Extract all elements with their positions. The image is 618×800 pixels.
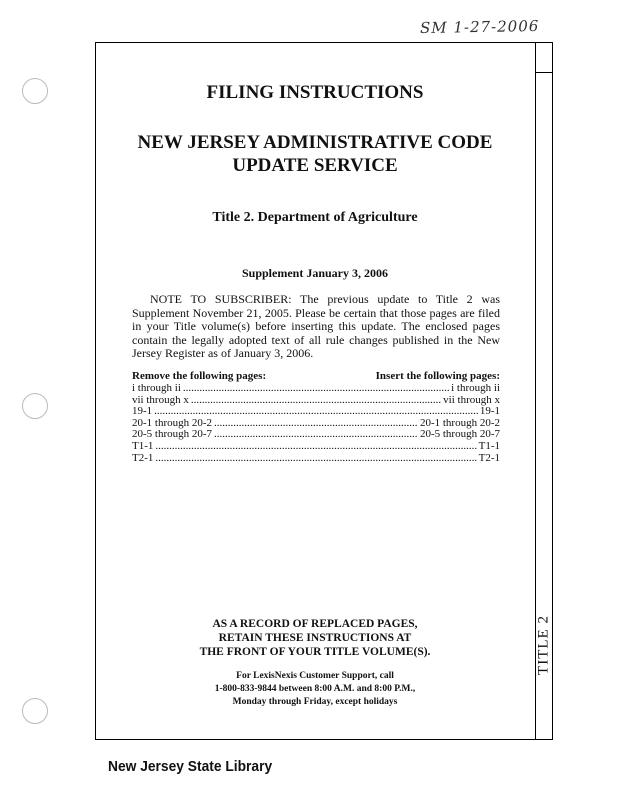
- tab-top-rule: [535, 72, 553, 73]
- punch-hole-middle: [22, 393, 48, 419]
- handwritten-annotation: SM 1-27-2006: [419, 16, 540, 38]
- code-title: [96, 131, 534, 177]
- table-row: 20-1 through 20-2 ..... 20-1 through 20-2: [132, 418, 500, 430]
- code-title-line1: NEW JERSEY ADMINISTRATIVE CODE: [137, 132, 493, 153]
- punch-hole-bottom: [22, 698, 48, 724]
- supplement-date: Supplement January 3, 2006: [241, 266, 389, 280]
- record-instructions: [96, 617, 534, 659]
- table-row: i through ii ..... i through ii: [132, 383, 500, 395]
- insert-header: Insert the following pages:: [375, 370, 500, 382]
- customer-support: [96, 670, 534, 709]
- page-replacement-table: [132, 370, 500, 464]
- title-line: Title 2. Department of Agriculture: [212, 210, 418, 225]
- support-line2: 1-800-833-9844 between 8:00 A.M. and 8:00 P.M.,: [214, 684, 416, 694]
- code-title-line2: UPDATE SERVICE: [232, 155, 398, 176]
- table-row: vii through x ..... vii through x: [132, 395, 500, 407]
- record-line2: RETAIN THESE INSTRUCTIONS AT: [218, 632, 412, 644]
- record-line1: AS A RECORD OF REPLACED PAGES,: [212, 618, 418, 630]
- table-row: 20-5 through 20-7 ..... 20-5 through 20-7: [132, 429, 500, 441]
- table-row: 19-1 ..... 19-1: [132, 406, 500, 418]
- library-stamp: New Jersey State Library: [108, 758, 273, 775]
- support-line1: For LexisNexis Customer Support, call: [236, 671, 394, 681]
- table-row: T2-1 ..... T2-1: [132, 453, 500, 465]
- table-row: T1-1 ..... T1-1: [132, 441, 500, 453]
- record-line3: THE FRONT OF YOUR TITLE VOLUME(S).: [199, 646, 431, 658]
- page-heading: FILING INSTRUCTIONS: [206, 82, 424, 103]
- table-header: [132, 370, 500, 382]
- remove-header: Remove the following pages:: [132, 370, 267, 382]
- punch-hole-top: [22, 78, 48, 104]
- subscriber-note: NOTE TO SUBSCRIBER: The previous update to Title 2 was Supplement November 21, 2005. Please be certain that those pages are filed in your Title volume(s) before inserting this update. The enclosed pages contain the legally adopted text of all rule changes published in the New Jersey Register as of January 3, 2006.: [132, 292, 500, 360]
- tab-label: TITLE 2: [535, 615, 552, 675]
- support-line3: Monday through Friday, except holidays: [232, 697, 398, 707]
